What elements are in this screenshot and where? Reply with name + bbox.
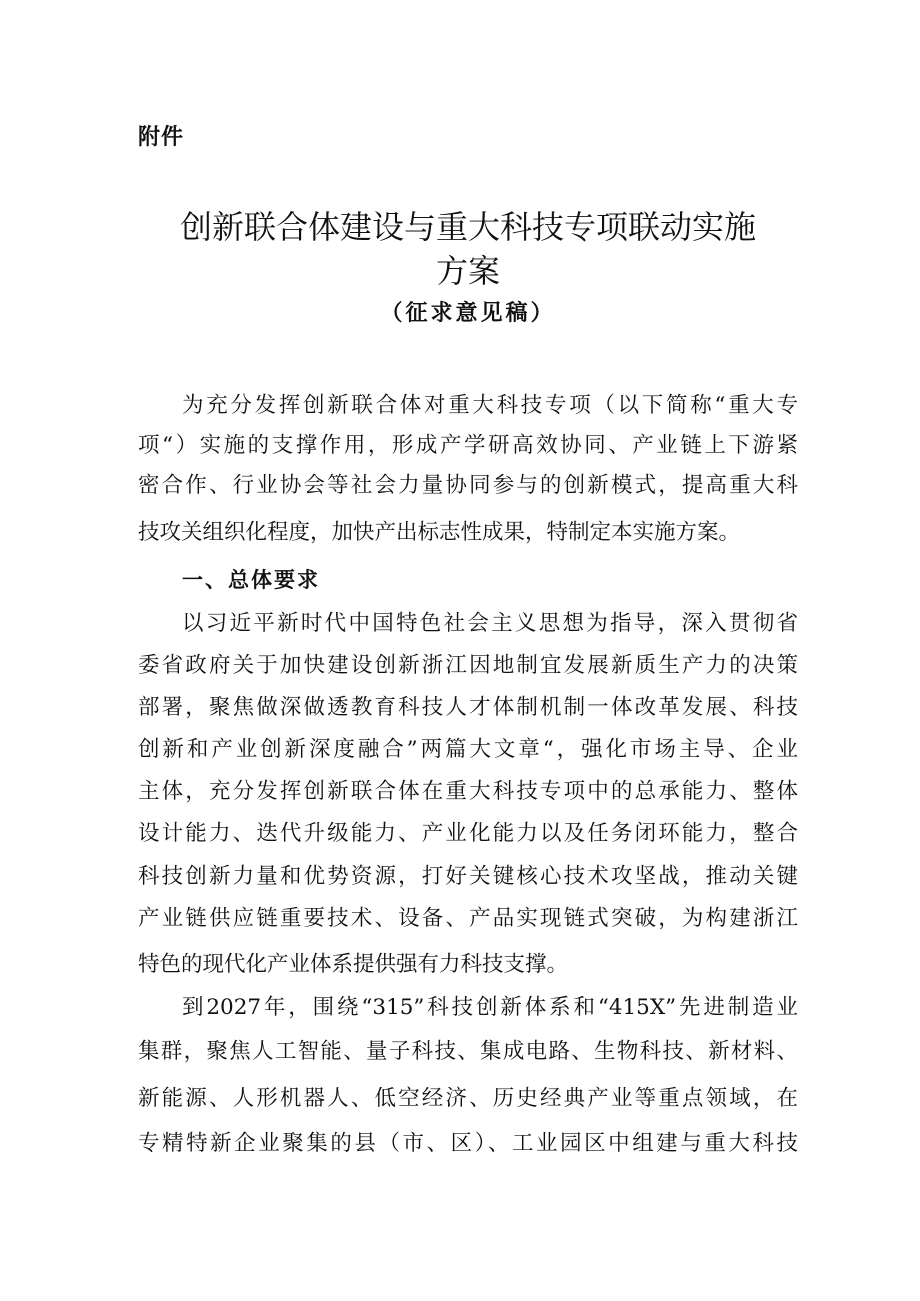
section-heading: 一、总体要求 xyxy=(182,568,320,592)
paragraph-line: 科技创新力量和优势资源，打好关键核心技术攻坚战，推动关键 xyxy=(138,864,798,889)
paragraph-line: 主体，充分发挥创新联合体在重大科技专项中的总承能力、整体 xyxy=(138,779,798,804)
intro-line: 为充分发挥创新联合体对重大科技专项（以下简称“重大专 xyxy=(182,393,798,418)
paragraph-line: 专精特新企业聚集的县（市、区）、工业园区中组建与重大科技 xyxy=(138,1131,798,1156)
document-title-line-1: 创新联合体建设与重大科技专项联动实施 xyxy=(179,208,756,246)
attachment-label: 附件 xyxy=(138,125,185,150)
paragraph-line: 设计能力、迭代升级能力、产业化能力以及任务闭环能力，整合 xyxy=(138,821,798,846)
paragraph-line: 部署，聚焦做深做透教育科技人才体制机制一体改革发展、科技 xyxy=(138,695,798,720)
paragraph-line: 集群，聚焦人工智能、量子科技、集成电路、生物科技、新材料、 xyxy=(138,1039,798,1064)
intro-line: 密合作、行业协会等社会力量协同参与的创新模式，提高重大科 xyxy=(138,473,798,498)
document-subtitle: （征求意见稿） xyxy=(380,301,556,326)
paragraph-line: 新能源、人形机器人、低空经济、历史经典产业等重点领域，在 xyxy=(138,1086,798,1111)
paragraph-line: 创新和产业创新深度融合”两篇大文章“，强化市场主导、企业 xyxy=(138,737,798,762)
intro-line: 项“）实施的支撑作用，形成产学研高效协同、产业链上下游紧 xyxy=(138,433,798,458)
intro-line: 技攻关组织化程度，加快产出标志性成果，特制定本实施方案。 xyxy=(138,520,741,545)
paragraph-line: 特色的现代化产业体系提供强有力科技支撑。 xyxy=(138,952,569,977)
paragraph-line: 委省政府关于加快建设创新浙江因地制宜发展新质生产力的决策 xyxy=(138,653,798,678)
paragraph-line: 到2027年，围绕“315”科技创新体系和“415X”先进制造业 xyxy=(182,995,798,1020)
paragraph-line: 产业链供应链重要技术、设备、产品实现链式突破，为构建浙江 xyxy=(138,906,798,931)
document-title-line-2: 方案 xyxy=(435,252,500,290)
paragraph-line: 以习近平新时代中国特色社会主义思想为指导，深入贯彻省 xyxy=(182,611,798,636)
